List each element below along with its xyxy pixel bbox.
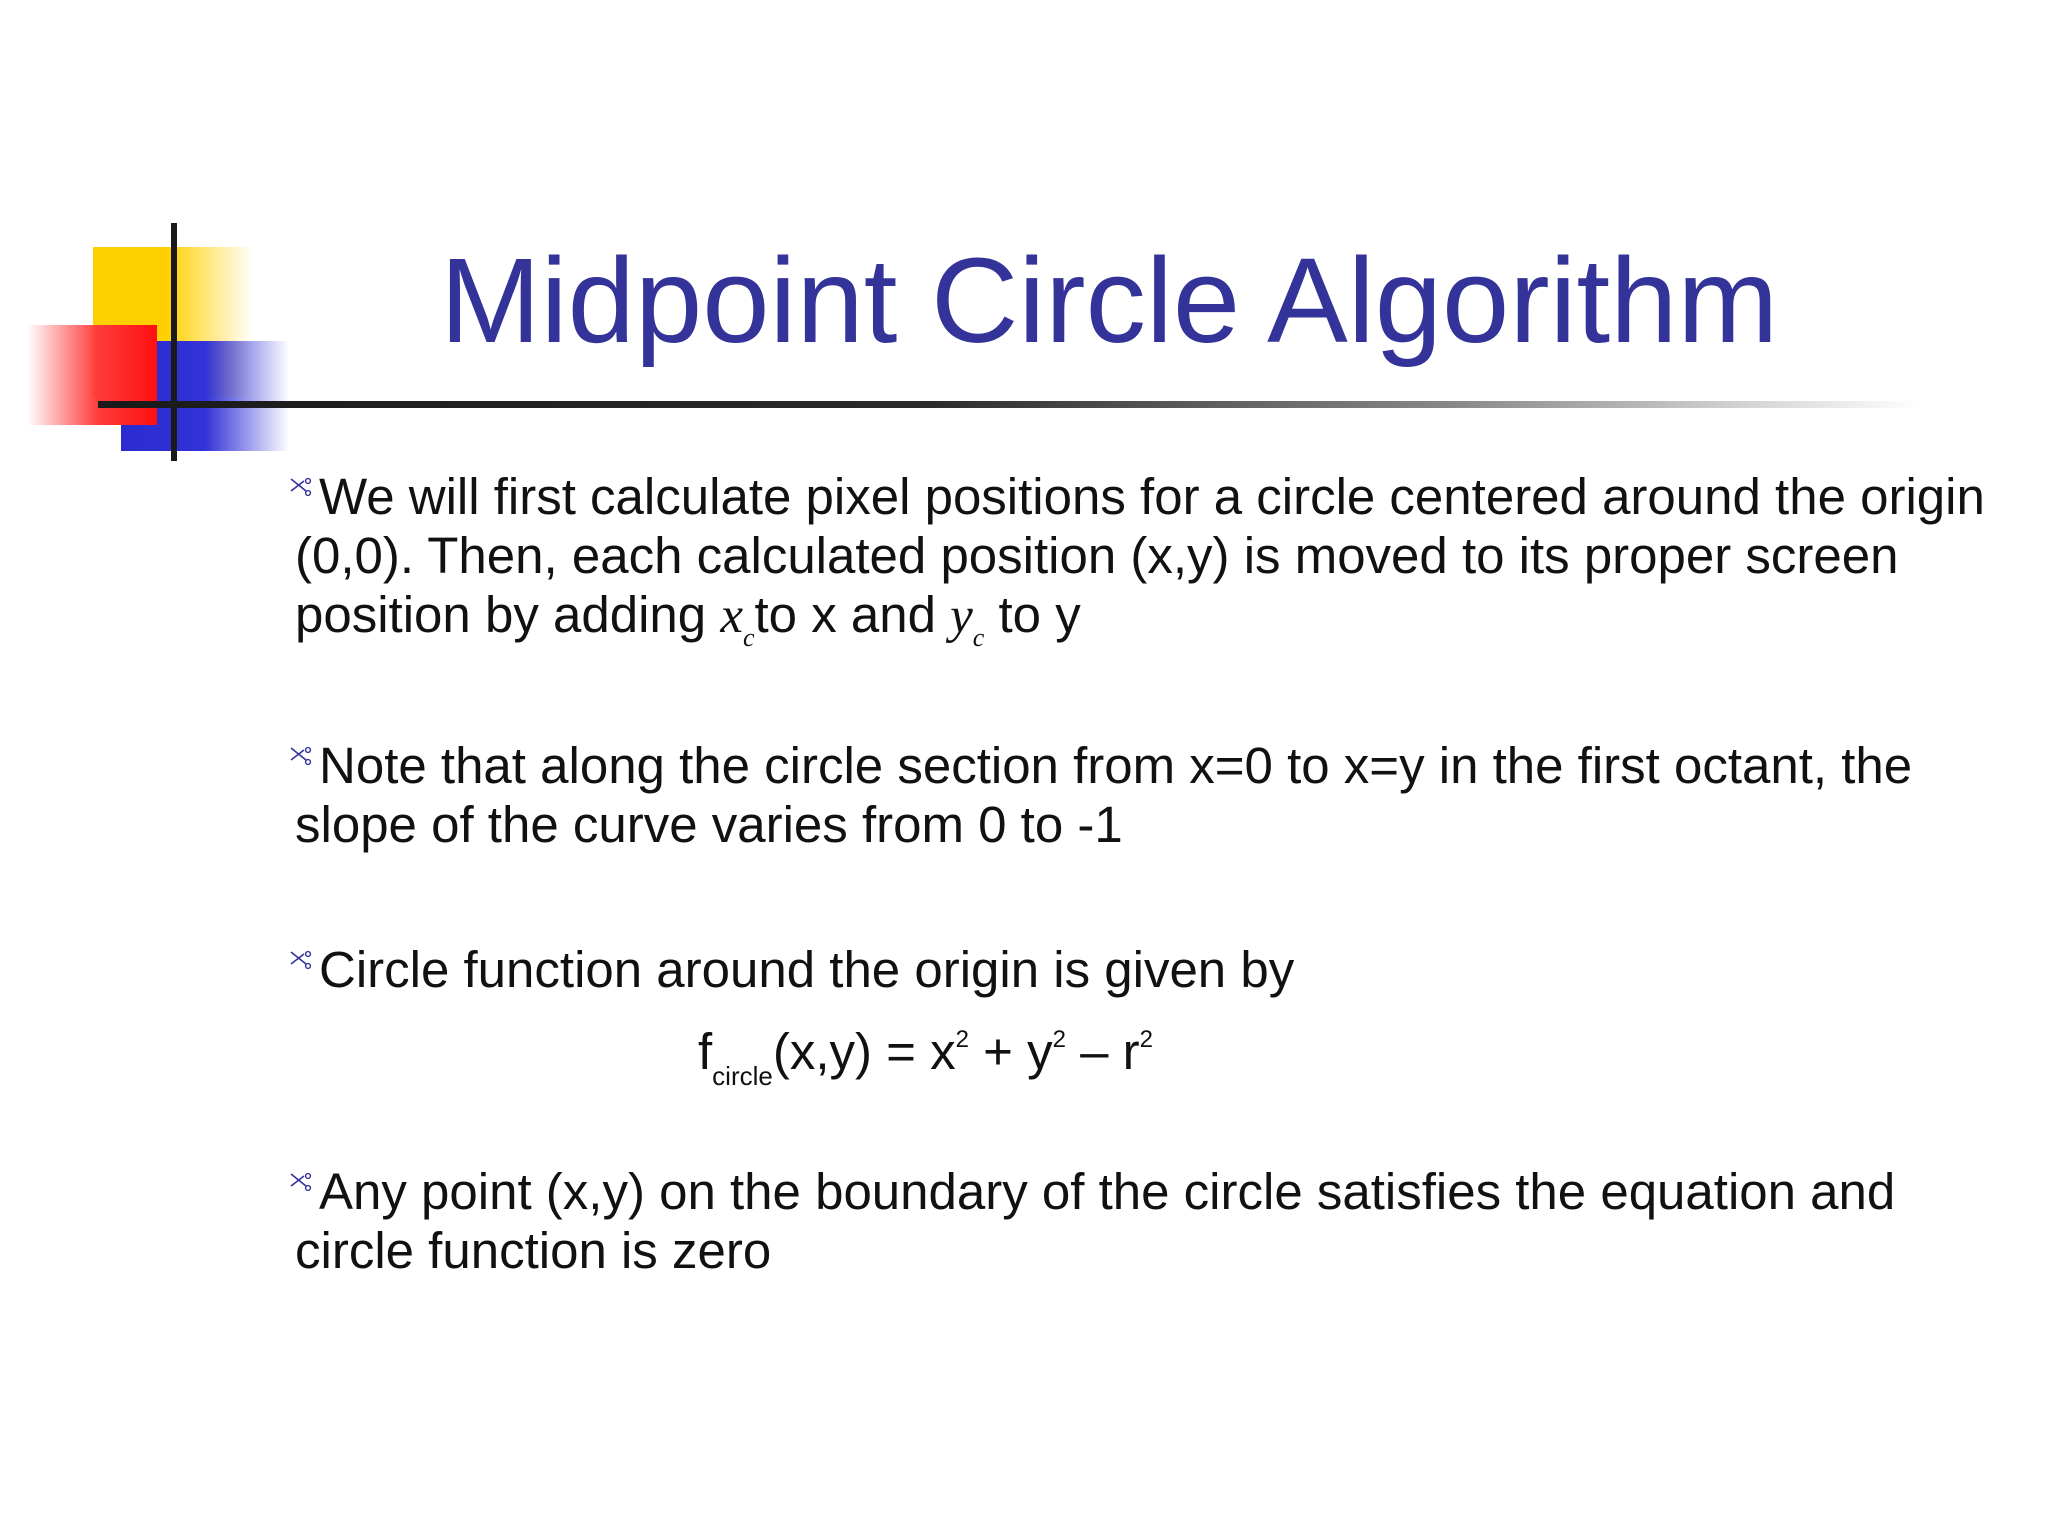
bullet-item-3 <box>295 940 2005 999</box>
bullet-item-2 <box>295 736 2005 854</box>
slide-title: Midpoint Circle Algorithm <box>440 232 1779 368</box>
title-underline-rule <box>98 401 1918 408</box>
bullet-text-3: Circle function around the origin is given by <box>319 941 1295 998</box>
logo-vertical-line <box>171 223 177 461</box>
scissors-icon <box>288 1170 312 1194</box>
yc-symbol: $y_c$ <box>950 588 985 652</box>
bullet-text-1b: to x and <box>754 586 951 643</box>
bullet-text-4: Any point (x,y) on the boundary of the circle satisfies the equation and circle function is zero <box>295 1163 1896 1279</box>
bullet-text-1c: to y <box>984 586 1081 643</box>
logo-red-square <box>27 325 157 425</box>
circle-function-formula: $f_{circle}(x,y) = x^2 + y^2 - r^2$ <box>698 1023 1153 1091</box>
xc-symbol: $x_c$ <box>720 588 755 652</box>
bullet-text-1a: We will first calculate pixel positions for a circle centered around the origin (0,0). Then, each calculated position (x,y) is moved to its proper screen position by adding <box>295 468 1985 643</box>
scissors-icon <box>288 948 312 972</box>
bullet-text-2: Note that along the circle section from x=0 to x=y in the first octant, the slope of the curve varies from 0 to -1 <box>295 737 1913 853</box>
scissors-icon <box>288 475 312 499</box>
bullet-item-4 <box>295 1162 2005 1280</box>
bullet-item-1 <box>295 467 2005 667</box>
scissors-icon <box>288 744 312 768</box>
